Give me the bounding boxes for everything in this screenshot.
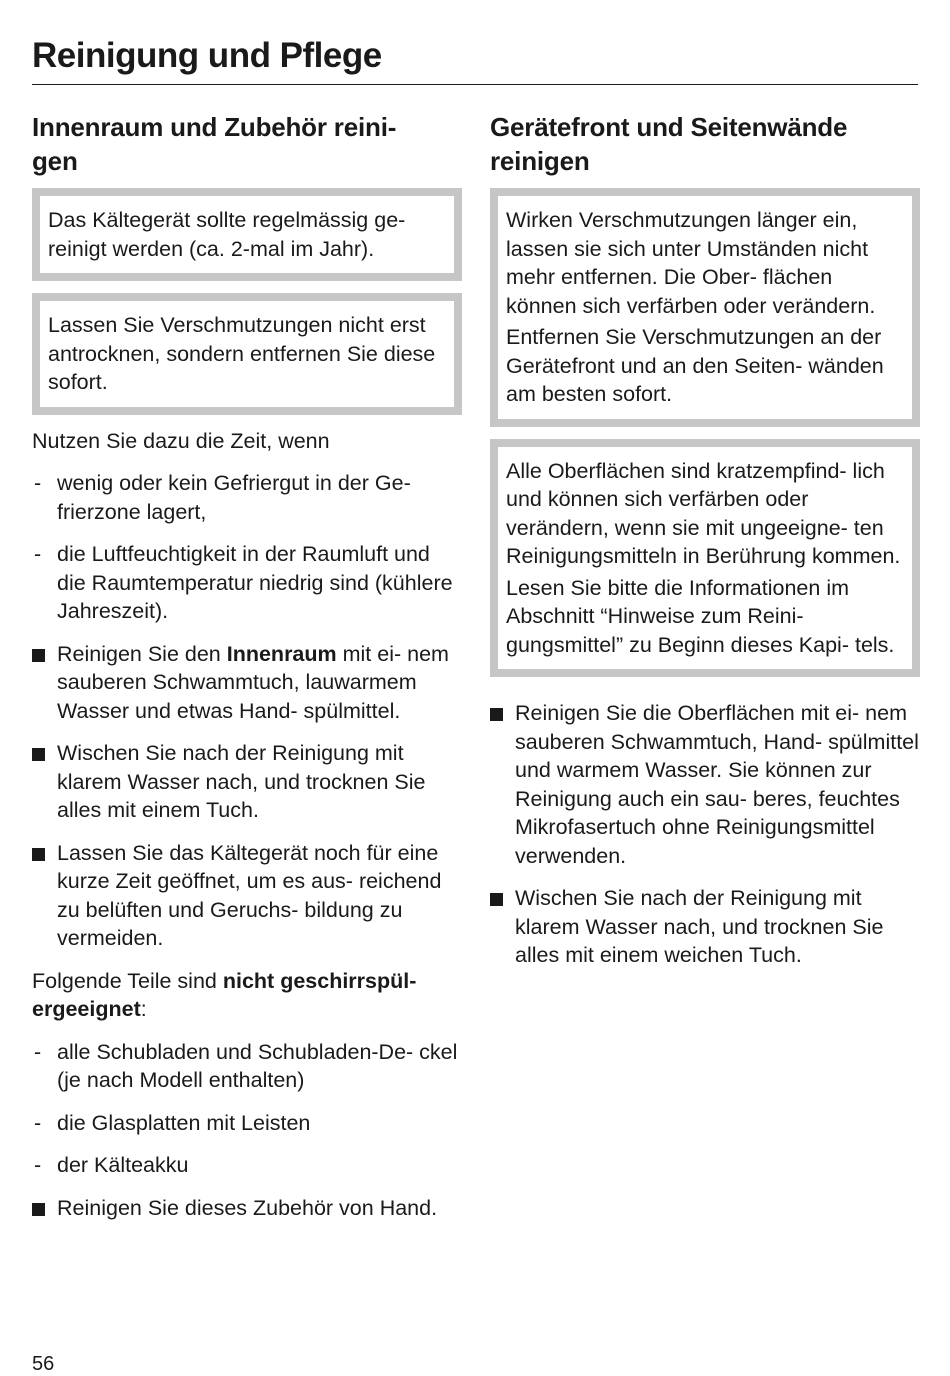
list-item-text: wenig oder kein Gefriergut in der Ge- frierzone lagert,	[57, 471, 411, 524]
dash-marker: -	[34, 542, 42, 566]
notice-box-remove-dirt	[32, 293, 462, 415]
step-item	[32, 839, 462, 953]
title-divider	[32, 84, 918, 85]
notice-text: Das Kältegerät sollte regelmässig ge- reinigt werden (ca. 2-mal im Jahr).	[48, 208, 406, 261]
square-bullet-icon	[32, 1203, 45, 1216]
square-bullet-icon	[32, 848, 45, 861]
square-bullet-icon	[32, 649, 45, 662]
step-item	[32, 739, 462, 825]
parts-intro-bold: nicht geschirrspül- ergeeignet	[32, 968, 417, 1021]
list-item-text: alle Schubladen und Schubladen-De- ckel (je nach Modell enthalten)	[57, 1039, 458, 1092]
heading-line-1: Innenraum und Zubehör reini-	[32, 112, 397, 142]
heading-line-2: gen	[32, 146, 78, 176]
notice-text: Wirken Verschmutzungen länger ein, lassen sie sich unter Umständen nicht mehr entfernen. Die Ober- flächen können sich verfärben oder verändern.	[506, 208, 876, 318]
list-item	[32, 469, 462, 526]
notice-box-scratch-sensitive	[490, 439, 920, 678]
list-item-text: die Glasplatten mit Leisten	[57, 1110, 311, 1135]
list-item	[32, 1038, 462, 1095]
step-text: Wischen Sie nach der Reinigung mit klarem Wasser nach, und trocknen Sie alles mit einem weichen Tuch.	[515, 886, 884, 967]
heading-line-2: reinigen	[490, 146, 590, 176]
notice-text: Lesen Sie bitte die Informationen im Abschnitt “Hinweise zum Reini- gungsmittel” zu Beginn dieses Kapi- tels.	[506, 575, 895, 657]
section-heading-interior	[32, 110, 462, 178]
step-text: Wischen Sie nach der Reinigung mit klarem Wasser nach, und trocknen Sie alles mit einem Tuch.	[57, 741, 426, 822]
step-text: Lassen Sie das Kältegerät noch für eine kurze Zeit geöffnet, um es aus- reichend zu belüften und Geruchs- bildung zu vermeiden.	[57, 840, 442, 950]
notice-box-stains	[490, 188, 920, 427]
parts-intro-paragraph	[32, 967, 462, 1024]
step-text-post: mit ei- nem sauberen Schwammtuch, lauwarmem Wasser und etwas Hand- spülmittel.	[57, 641, 449, 723]
dash-marker: -	[34, 1110, 42, 1135]
notice-text: Lassen Sie Verschmutzungen nicht erst antrocknen, sondern entfernen Sie diese sofort.	[48, 313, 436, 394]
section-heading-front	[490, 110, 920, 178]
parts-intro-pre: Folgende Teile sind	[32, 968, 223, 993]
list-item	[32, 1151, 462, 1180]
step-item	[32, 1194, 462, 1223]
intro-paragraph: Nutzen Sie dazu die Zeit, wenn	[32, 428, 330, 453]
page-number: 56	[32, 1353, 55, 1375]
heading-line-1: Gerätefront und Seitenwände	[490, 112, 848, 142]
list-item-text: die Luftfeuchtigkeit in der Raumluft und die Raumtemperatur niedrig sind (kühlere Jahreszeit).	[57, 542, 453, 623]
step-text: Reinigen Sie dieses Zubehör von Hand.	[57, 1195, 438, 1220]
square-bullet-icon	[490, 893, 503, 906]
left-column	[32, 110, 462, 1236]
list-item-text: der Kälteakku	[57, 1153, 189, 1177]
square-bullet-icon	[32, 748, 45, 761]
step-text-bold: Innenraum	[226, 641, 337, 666]
list-item	[32, 1109, 462, 1138]
step-item	[490, 884, 920, 970]
notice-box-cleaning-frequency	[32, 188, 462, 281]
step-item	[490, 699, 920, 870]
notice-text: Entfernen Sie Verschmutzungen an der Gerätefront und an den Seiten- wänden am besten sofort.	[506, 325, 884, 406]
list-item	[32, 540, 462, 626]
notice-text: Alle Oberflächen sind kratzempfind- lich und können sich verfärben oder verändern, wenn sie mit ungeeigne- ten Reinigungsmitteln in Berührung kommen.	[506, 458, 901, 568]
dash-marker: -	[34, 471, 42, 495]
parts-intro-post: :	[140, 997, 147, 1021]
step-text: Reinigen Sie die Oberflächen mit ei- nem sauberen Schwammtuch, Hand- spülmittel und warmem Wasser. Sie können zur Reinigung auch ein sau- beres, feuchtes Mikrofasertuch ohne Reinigungsmittel verwenden.	[515, 701, 919, 868]
square-bullet-icon	[490, 708, 503, 721]
step-item	[32, 640, 462, 726]
step-text-pre: Reinigen Sie den	[57, 641, 227, 666]
right-column	[490, 110, 920, 984]
page-title: Reinigung und Pflege	[32, 36, 382, 75]
dash-marker: -	[34, 1039, 42, 1064]
dash-marker: -	[34, 1153, 42, 1177]
